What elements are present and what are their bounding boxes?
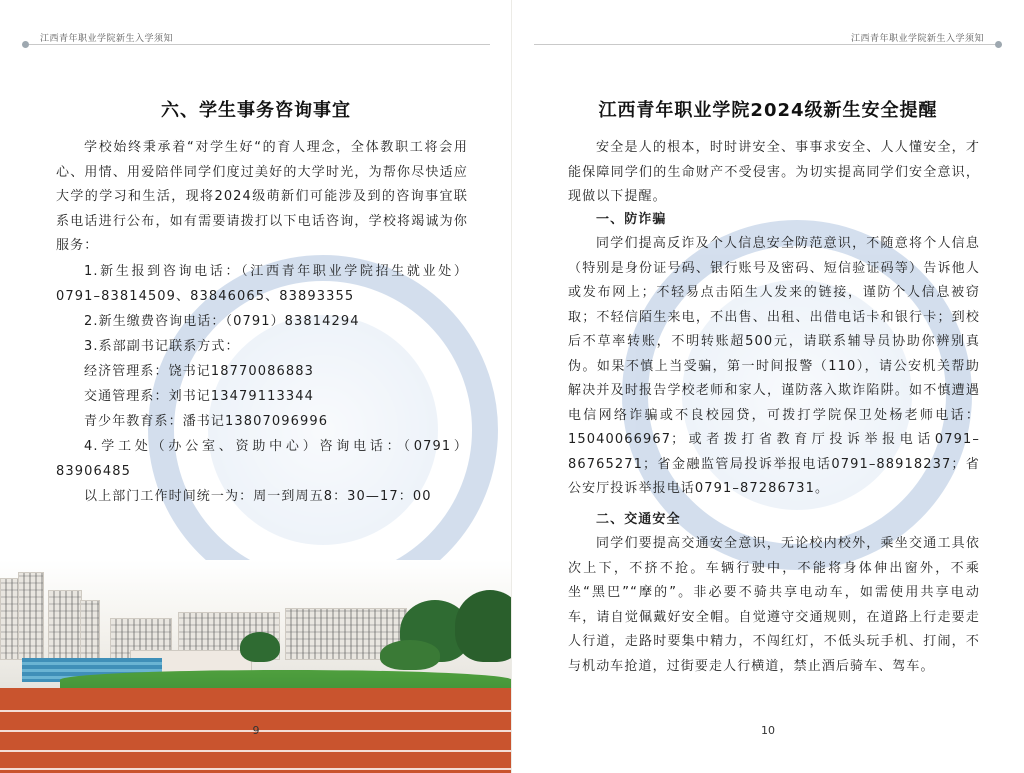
page-title: 六、学生事务咨询事宜 [161, 100, 351, 121]
running-head: 江西青年职业学院新生入学须知 [850, 34, 984, 44]
running-head: 江西青年职业学院新生入学须知 [40, 34, 174, 44]
department-contacts-heading: 3.系部副书记联系方式： [84, 339, 240, 354]
safety-intro: 安全是人的根本，时时讲安全、事事求安全、人人懂安全，才能保障同学们的生命财产不受侵害。为切实提高同学们安全意识，现做以下提醒。 [568, 140, 980, 204]
registration-phone: 1.新生报到咨询电话：（江西青年职业学院招生就业处）0791–83814509、83846065、83893355 [56, 264, 468, 304]
office-hours: 以上部门工作时间统一为：周一到周五8：30—17：00 [84, 489, 432, 504]
page-number: 9 [252, 724, 260, 737]
right-page [512, 0, 1024, 773]
header-rule [22, 44, 490, 45]
intro-paragraph: 学校始终秉承着“对学生好“的育人理念，全体教职工将会用心、用情、用爱陪伴同学们度过美好的大学时光，为帮你尽快适应大学的学习和生活，现将2024级萌新们可能涉及到的咨询事宜联系电话进行公布，如有需要请拨打以下电话咨询，学校将竭诚为你服务： [56, 140, 468, 253]
page-title: 江西青年职业学院2024级新生安全提醒 [598, 100, 938, 121]
anti-fraud-body: 同学们提高反诈及个人信息安全防范意识，不随意将个人信息（特别是身份证号码、银行账号及密码、短信验证码等）告诉他人或发布网上；不轻易点击陌生人发来的链接，谨防个人信息被窃取；不轻信陌生来电，不出售、出租、出借电话卡和银行卡；到校后不草率转账，不明转账超500元，请联系辅导员协助你辨别真伪。如果不慎上当受骗，第一时间报警（110），请公安机关帮助解决并及时报告学校老师和家人，谨防落入欺诈陷阱。如不慎遭遇电信网络诈骗或不良校园贷，可拨打学院保卫处杨老师电话：15040066967；或者拨打省教育厅投诉举报电话0791–86765271；省金融监管局投诉举报电话0791–88918237；省公安厅投诉举报电话0791–87286731。 [568, 236, 980, 496]
contact-economics: 经济管理系：饶书记18770086883 [84, 364, 314, 379]
campus-photo [0, 560, 512, 773]
payment-phone: 2.新生缴费咨询电话：（0791）83814294 [84, 314, 360, 329]
contact-youth-education: 青少年教育系：潘书记13807096996 [84, 414, 329, 429]
section-heading-anti-fraud: 一、防诈骗 [596, 212, 667, 227]
page-number: 10 [761, 724, 775, 737]
section-heading-traffic-safety: 二、交通安全 [596, 512, 681, 527]
header-rule [534, 44, 1002, 45]
student-affairs-phone: 4.学工处（办公室、资助中心）咨询电话：（0791）83906485 [56, 439, 468, 479]
contact-transport: 交通管理系：刘书记13479113344 [84, 389, 314, 404]
traffic-safety-body: 同学们要提高交通安全意识，无论校内校外，乘坐交通工具依次上下，不挤不抢。车辆行驶中，不能将身体伸出窗外，不乘坐“黑巴”“摩的”。非必要不骑共享电动车，如需使用共享电动车，请自觉佩戴好安全帽。自觉遵守交通规则，在道路上行走要走人行道，走路时要集中精力，不闯红灯，不低头玩手机、打闹，不与机动车抢道，过街要走人行横道，禁止酒后骑车、驾车。 [568, 536, 980, 674]
